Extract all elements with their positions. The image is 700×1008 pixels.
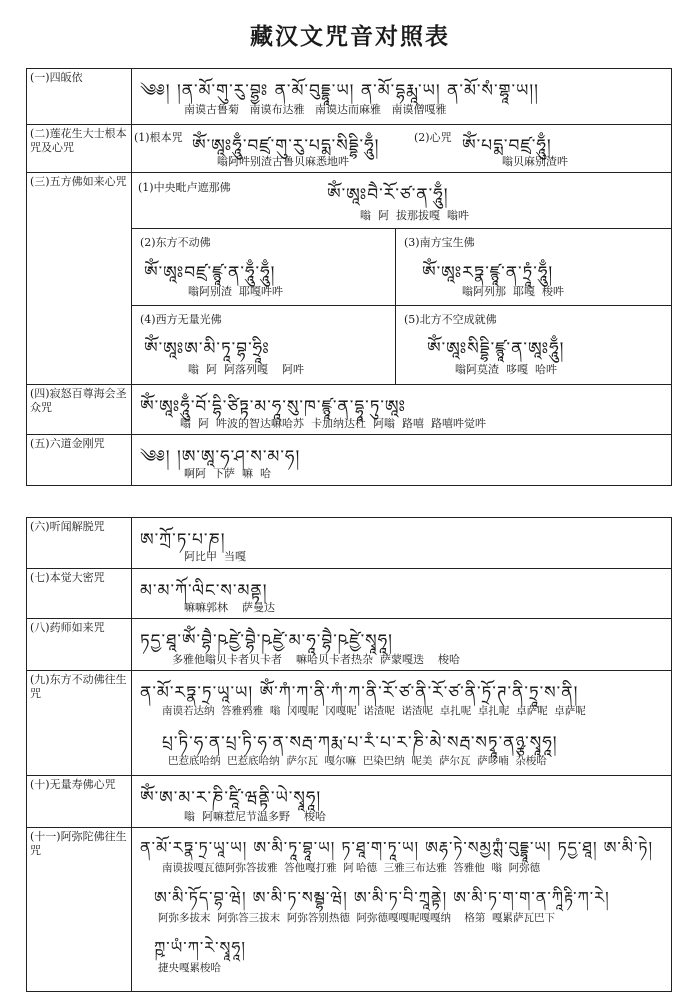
tibetan-text: ན་མོ་རཏྣ་ཏྲ་ཡཱ་ཡ། ༀ་ཀཾ་ཀ་ནི་ཀཾ་ཀ་ནི་རོ་ཙ་ནི་རོ་ཙ་ནི་ཏྲོ་ཊ་ནི་ཏྲཱ་ས་ནི། xyxy=(140,683,579,703)
row-amitabha-rebirth xyxy=(27,827,671,991)
chinese-text: 嗡阿莫渣 哆嘎 哈吽 xyxy=(455,363,557,376)
sub-label: (3)南方宝生佛 xyxy=(404,236,475,249)
chinese-text: 南谟古鲁菊 南谟布达雅 南谟达而麻雅 南谟僧嘎雅 xyxy=(184,103,447,116)
tibetan-text: ༀ་ཨཱཿཨ་མི་ཏཱ་བྷ་ཧྲཱིཿ xyxy=(144,339,270,359)
row-label: (十)无量寿佛心咒 xyxy=(27,776,132,827)
chinese-text: 捷央嘎累梭哈 xyxy=(158,962,221,974)
row-label: (九)东方不动佛往生咒 xyxy=(27,671,132,775)
tibetan-text: ༀ་ཨཱཿསིདྡྷི་ཛྙཱ་ན་ཨཱཿཧཱུྃ། xyxy=(427,339,565,359)
divider xyxy=(395,228,396,385)
row-label: (七)本觉大密咒 xyxy=(27,569,132,618)
chinese-text: 嗡贝麻别渣吽 xyxy=(502,155,568,168)
chinese-text: 嗡 阿 拔那拔嘎 嗡吽 xyxy=(360,209,469,222)
tibetan-text: ༀ་ཨཱཿབཻ་རོ་ཙ་ན་ཧཱུྃ། xyxy=(327,185,449,205)
sub-label: (1)根本咒 xyxy=(134,131,183,144)
tibetan-text: ༀ་ཨཱཿརཏྣ་ཛྙཱ་ན་ཏྲཱཾ་ཧཱུྃ། xyxy=(422,263,554,283)
sub-label: (2)东方不动佛 xyxy=(140,236,211,249)
tibetan-text: ༀ་ཨ་མ་ར་ཎི་ཛཱི་ཝནྟི་ཡེ་སྭཱཧཱ། xyxy=(140,788,322,808)
row-label: (一)四皈依 xyxy=(27,69,132,124)
tibetan-text: ཨ་མི་ཏོད་བྷ་ཝེ། ཨ་མི་ཏ་སམྦྷ་ཝེ། ཨ་མི་ཏ་བི་ཀྲཱནྟེ། ཨ་མི་ཏ་ག་ག་ན་ཀཱིརྟི་ཀ་རེ། xyxy=(154,888,610,907)
chinese-text: 嗡阿列那 耶嘎 梭吽 xyxy=(462,285,564,298)
row-great-secret xyxy=(27,568,671,618)
row-label: (八)药师如来咒 xyxy=(27,619,132,670)
divider xyxy=(132,228,671,229)
row-amitayus-heart xyxy=(27,775,671,827)
tibetan-text: ༀ་ཨཱཿཧཱུྃ་བཛྲ་གུ་རུ་པདྨ་སིདྡྷི་ཧཱུྃ། xyxy=(192,136,380,156)
row-refuge xyxy=(27,69,671,124)
chinese-text: 嗡 阿 吽波的智达嘛哈苏 卡加纳达杜 阿嗡 路嘻 路嘻吽觉吽 xyxy=(180,417,486,430)
chinese-text: 巴惹底哈纳 巴惹底哈纳 萨尔瓦 嘎尔嘛 巴染巴纳 呢美 萨尔瓦 萨哆喃 杂梭哈 xyxy=(168,755,547,767)
chinese-text: 嗡 阿 阿落列嘎 阿吽 xyxy=(188,363,304,376)
tibetan-text: ༀ་པདྨ་བཛྲ་ཧཱུྃ། xyxy=(462,136,552,156)
chinese-text: 啊阿 下萨 嘛 哈 xyxy=(184,467,271,480)
chinese-text: 阿弥多拔末 阿弥答三拔末 阿弥答别热德 阿弥德嘎嘎呢嘎嘎纳 格第 嘎累萨瓦巴下 xyxy=(158,912,556,924)
tibetan-text: ཏདྱ་ཐཱ་ༀ་བྷཻ་ཥཛྱེ་བྷཻ་ཥཛྱེ་མ་ཧཱ་བྷཻ་ཥཛྱེ་སྭཱཧཱ། xyxy=(140,631,393,651)
row-akshobhya-rebirth xyxy=(27,670,671,775)
row-label: (六)听闻解脱咒 xyxy=(27,518,132,568)
mantra-table-1 xyxy=(26,68,672,486)
chinese-text: 阿比甲 当嘎 xyxy=(184,550,246,563)
row-label: (三)五方佛如来心咒 xyxy=(27,173,132,384)
chinese-text: 嗡阿吽别渣古鲁贝麻悉地吽 xyxy=(217,155,349,168)
tibetan-text: པྲ་ཏི་ཧ་ན་པྲ་ཏི་ཧ་ན་སརྦ་ཀརྨ་པ་རཾ་པ་ར་ཎི་མེ་སརྦ་སཏྭཱ་ནཉྩ་སྭཱཧཱ། xyxy=(162,733,558,753)
sub-label: (4)西方无量光佛 xyxy=(140,313,222,326)
chinese-text: 多雅他嗡贝卡者贝卡者 嘛哈贝卡者热杂 萨蒙嘎迭 梭哈 xyxy=(172,653,460,666)
tibetan-text: ༀ་ཨཱཿབཛྲ་ཛྙཱ་ན་ཧཱུྃ་ཧཱུྃ། xyxy=(144,263,276,283)
page-title: 藏汉文咒音对照表 xyxy=(250,24,450,50)
row-hundred-deities xyxy=(27,384,671,434)
tibetan-text: མ་མ་ཀོ་ལིང་ས་མནྟ། xyxy=(140,581,268,601)
sub-label: (5)北方不空成就佛 xyxy=(404,313,497,326)
tibetan-text: ཨ་ཀྲོ་ཏ་པ་ཎ། xyxy=(140,530,226,550)
chinese-text: 嗡阿别渣 耶嘎吽吽 xyxy=(188,285,283,298)
tibetan-text: ན་མོ་རཏྣ་ཏྲ་ཡཱ་ཡ། ཨ་མི་ཏཱ་བྷཱ་ཡ། ཏ་ཐཱ་ག་ཏཱ་ཡ། ཨརྷ་ཏེ་སམྱཀྶཾ་བུདྡྷཱ་ཡ། ཏདྱ་ཐཱ། ཨ་མི་ཏེ། xyxy=(140,838,653,857)
row-label: (四)寂怒百尊海会圣众咒 xyxy=(27,385,132,434)
sub-label: (2)心咒 xyxy=(414,131,452,144)
row-liberation-hearing xyxy=(27,518,671,568)
row-label: (五)六道金刚咒 xyxy=(27,435,132,485)
chinese-text: 南谟若达纳 答雅鸦雅 嗡 冈嘎呢 冈嘎呢 诺渣呢 诺渣呢 卓扎呢 卓扎呢 卓萨呢 卓萨呢 xyxy=(162,705,586,717)
row-label: (十一)阿弥陀佛往生咒 xyxy=(27,828,132,991)
chinese-text: 南谟拔嘎瓦德阿弥答拔雅 答他嘎打雅 阿 哈德 三雅三布达雅 答雅他 嗡 阿弥德 xyxy=(162,862,541,874)
row-five-buddhas xyxy=(27,172,671,384)
chinese-text: 嗡 阿嘛惹尼节温多野 梭哈 xyxy=(184,810,326,823)
row-padmasambhava xyxy=(27,124,671,172)
mantra-table-2 xyxy=(26,517,672,992)
divider xyxy=(132,305,671,306)
row-label: (二)莲花生大士根本咒及心咒 xyxy=(27,125,132,172)
tibetan-text: ཀྵ་ཡཾ་ཀ་རེ་སྭཱཧཱ། xyxy=(154,938,246,957)
row-medicine-buddha xyxy=(27,618,671,670)
tibetan-text: ༄༅། །ན་མོ་གུ་རུ་བྷྱཿ ན་མོ་བུདྡྷཱ་ཡ། ན་མོ་དྷརྨཱ་ཡ། ན་མོ་སཾ་གྷཱ་ཡ།། xyxy=(140,81,539,101)
row-six-realms xyxy=(27,434,671,485)
chinese-text: 嘛嘛郭林 萨曼达 xyxy=(184,601,275,614)
tibetan-text: ༀ་ཨཱཿཧཱུྃ་བོ་དྷི་ཙིཏྟ་མ་ཧཱ་སུ་ཁ་ཛྙཱ་ན་དྷཱ་ཏུ་ཨཱཿ xyxy=(140,397,407,417)
sub-label: (1)中央毗卢遮那佛 xyxy=(138,181,231,194)
tibetan-text: ༄༅། །ཨ་ཨཱ་ཧ་ཤ་ས་མ་ཧ། xyxy=(140,447,301,467)
